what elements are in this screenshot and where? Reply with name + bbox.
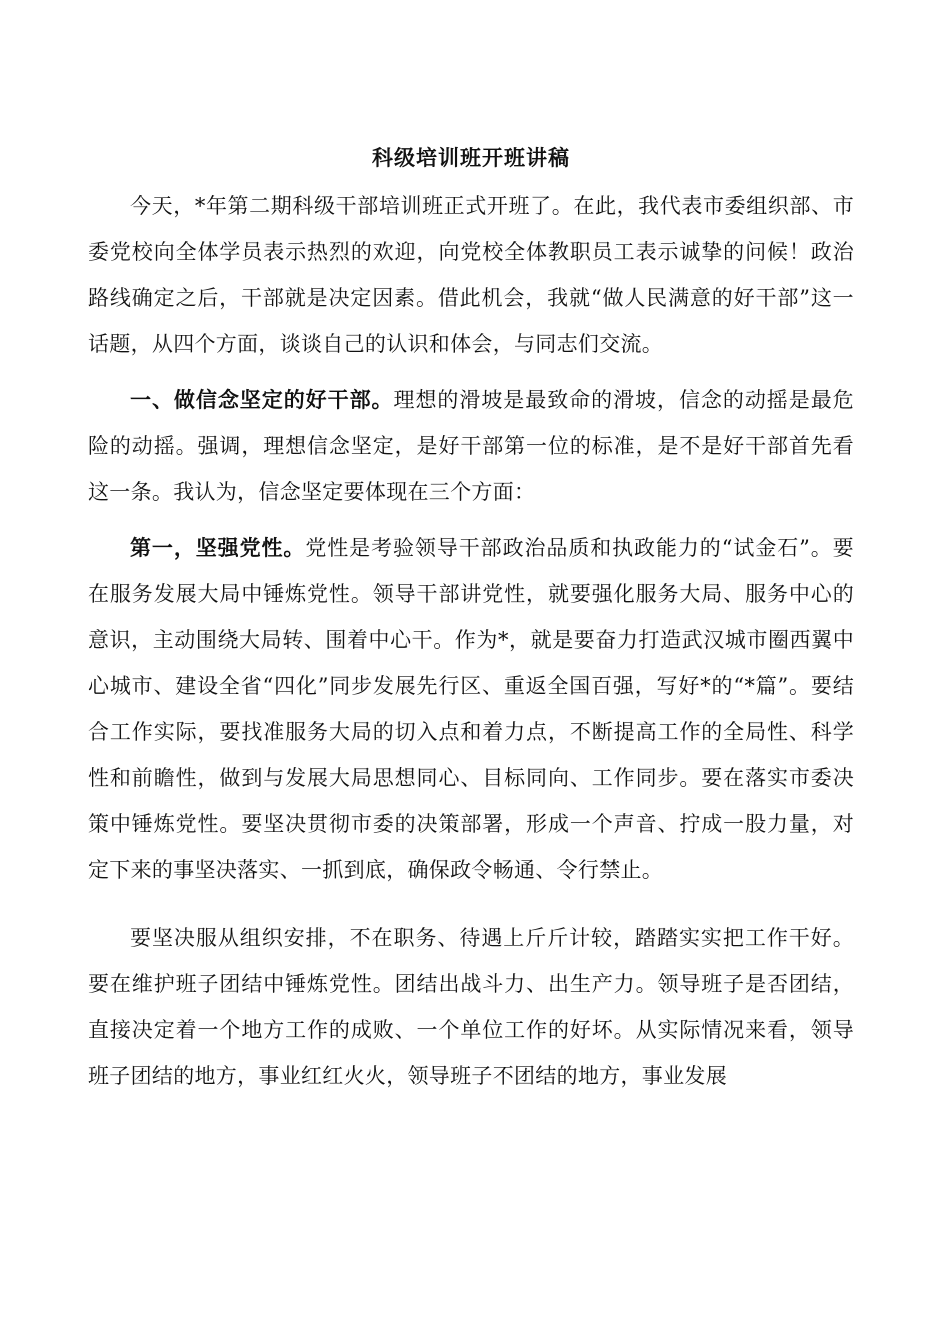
paragraph-text: 要坚决服从组织安排，不在职务、待遇上斤斤计较，踏踏实实把工作干好。要在维护班子团结中锤炼党性。团结出战斗力、出生产力。领导班子是否团结，直接决定着一个地方工作的成败、一个单位工作的好坏。从实际情况来看，领导班子团结的地方，事业红红火火，领导班子不团结的地方，事业发展	[88, 926, 854, 1088]
document-title: 科级培训班开班讲稿	[372, 145, 570, 170]
paragraph-text: 理想的滑坡是最致命的滑坡，信念的动摇是最危险的动摇。强调，理想信念坚定，是好干部第一位的标准，是不是好干部首先看这一条。我认为，信念坚定要体现在三个方面：	[88, 388, 854, 504]
point-heading-one: 第一，坚强党性。	[130, 535, 306, 560]
paragraph-point-one	[88, 525, 854, 893]
paragraph-text: 今天，*年第二期科级干部培训班正式开班了。在此，我代表市委组织部、市委党校向全体学员表示热烈的欢迎，向党校全体教职员工表示诚挚的问候！政治路线确定之后，干部就是决定因素。借此机会，我就“做人民满意的好干部”这一话题，从四个方面，谈谈自己的认识和体会，与同志们交流。	[88, 194, 854, 356]
section-heading-one: 一、做信念坚定的好干部。	[130, 387, 394, 412]
paragraph-continuation	[88, 915, 854, 1099]
paragraph-opening	[88, 183, 854, 367]
paragraph-section-one	[88, 377, 854, 515]
paragraph-text: 党性是考验领导干部政治品质和执政能力的“试金石”。要在服务发展大局中锤炼党性。领导干部讲党性，就要强化服务大局、服务中心的意识，主动围绕大局转、围着中心干。作为*，就是要奋力打造武汉城市圈西翼中心城市、建设全省“四化”同步发展先行区、重返全国百强，写好*的“*篇”。要结合工作实际，要找准服务大局的切入点和着力点，不断提高工作的全局性、科学性和前瞻性，做到与发展大局思想同心、目标同向、工作同步。要在落实市委决策中锤炼党性。要坚决贯彻市委的决策部署，形成一个声音、拧成一股力量，对定下来的事坚决落实、一抓到底，确保政令畅通、令行禁止。	[88, 536, 854, 882]
